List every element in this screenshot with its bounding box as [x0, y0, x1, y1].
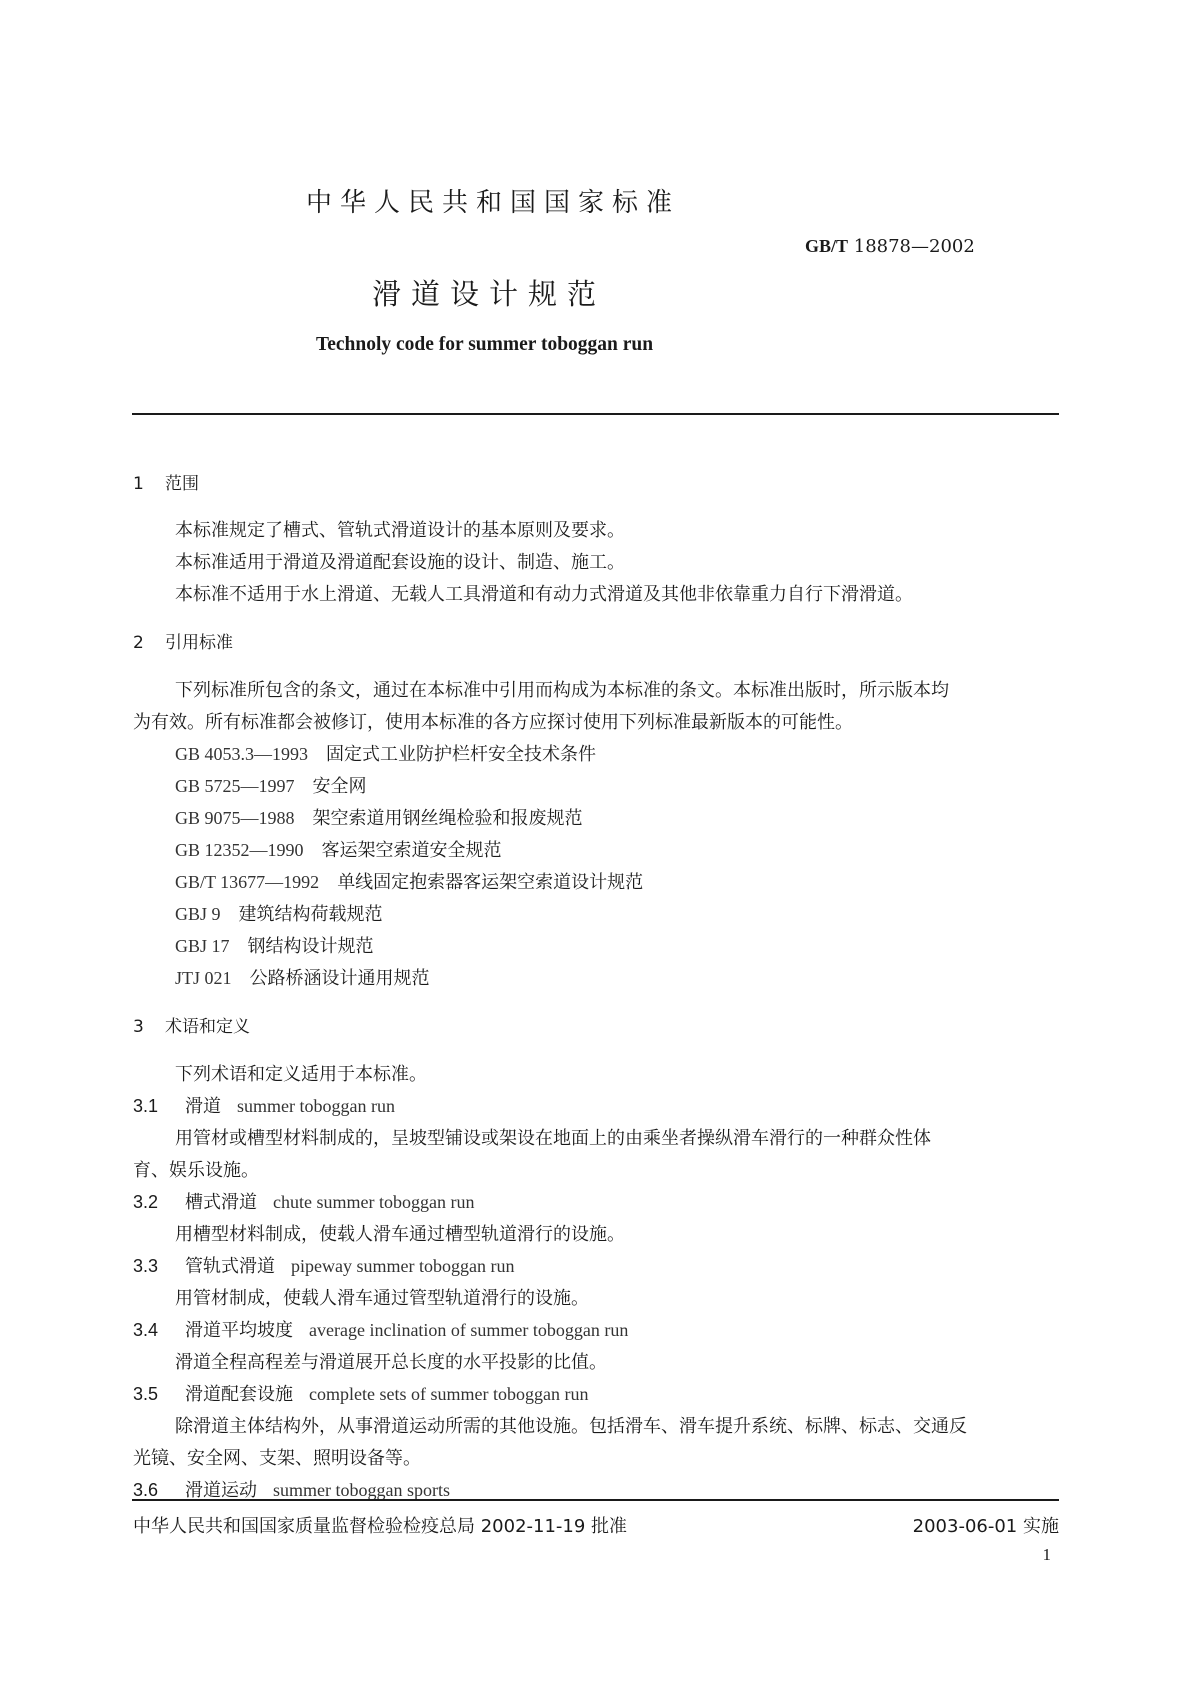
- term-en: average inclination of summer toboggan run: [309, 1320, 629, 1340]
- term-definition: 滑道全程高程差与滑道展开总长度的水平投影的比值。: [175, 1352, 607, 1373]
- paragraph: 本标准适用于滑道及滑道配套设施的设计、制造、施工。: [175, 552, 625, 573]
- page-number: 1: [1042, 1545, 1051, 1564]
- document-title-english: Technoly code for summer toboggan run: [316, 334, 654, 355]
- section-1-heading: [133, 469, 199, 494]
- term-definition: 用槽型材料制成，使载人滑车通过槽型轨道滑行的设施。: [175, 1224, 625, 1245]
- reference-name: 客运架空索道安全规范: [321, 840, 502, 861]
- reference-item: [175, 964, 430, 990]
- approval-line: 中华人民共和国国家质量监督检验检疫总局 2002-11-19 批准: [133, 1516, 628, 1537]
- term-cn: 滑道运动: [185, 1480, 257, 1501]
- term-heading: [133, 1380, 588, 1406]
- term-cn: 槽式滑道: [185, 1192, 257, 1213]
- term-definition: 用管材或槽型材料制成的，呈坡型铺设或架设在地面上的由乘坐者操纵滑车滑行的一种群众性体: [175, 1128, 931, 1149]
- term-cn: 滑道: [185, 1096, 221, 1117]
- term-definition: 用管材制成，使载人滑车通过管型轨道滑行的设施。: [175, 1288, 589, 1309]
- reference-name: 公路桥涵设计通用规范: [249, 968, 430, 989]
- reference-item: [175, 868, 643, 894]
- term-cn: 滑道平均坡度: [185, 1320, 293, 1341]
- term-number: 3.5: [133, 1384, 159, 1404]
- footer-divider: [132, 1499, 1059, 1501]
- document-title: 滑道设计规范: [372, 277, 607, 311]
- term-en: summer toboggan run: [237, 1096, 395, 1116]
- term-heading: [133, 1188, 474, 1214]
- section-number: 1: [133, 474, 144, 494]
- reference-name: 钢结构设计规范: [247, 936, 374, 957]
- reference-code: JTJ 021: [175, 968, 232, 988]
- term-number: 3.1: [133, 1096, 159, 1116]
- section-title: 范围: [165, 474, 199, 494]
- reference-code: GB 12352—1990: [175, 840, 304, 860]
- reference-item: [175, 900, 383, 926]
- reference-item: [175, 932, 374, 958]
- reference-code: GB 5725—1997: [175, 776, 295, 796]
- section-title: 术语和定义: [165, 1017, 250, 1037]
- reference-name: 建筑结构荷载规范: [238, 904, 383, 925]
- term-heading: [133, 1316, 628, 1342]
- code-number: 18878—2002: [853, 236, 975, 257]
- term-en: summer toboggan sports: [273, 1480, 450, 1500]
- term-number: 3.2: [133, 1192, 159, 1212]
- reference-code: GBJ 9: [175, 904, 221, 924]
- standard-code: [805, 236, 975, 257]
- paragraph: 本标准不适用于水上滑道、无载人工具滑道和有动力式滑道及其他非依靠重力自行下滑滑道。: [175, 584, 913, 605]
- reference-name: 单线固定抱索器客运架空索道设计规范: [337, 872, 644, 893]
- header-divider: [132, 413, 1059, 415]
- reference-code: GB 4053.3—1993: [175, 744, 309, 764]
- effective-date: 2003-06-01 实施: [912, 1516, 1059, 1537]
- term-number: 3.3: [133, 1256, 159, 1276]
- paragraph: 本标准规定了槽式、管轨式滑道设计的基本原则及要求。: [175, 520, 625, 541]
- term-cn: 滑道配套设施: [185, 1384, 293, 1405]
- term-definition: 除滑道主体结构外，从事滑道运动所需的其他设施。包括滑车、滑车提升系统、标牌、标志、交通反: [175, 1416, 967, 1437]
- reference-code: GBJ 17: [175, 936, 230, 956]
- term-number: 3.4: [133, 1320, 159, 1340]
- reference-item: [175, 740, 596, 766]
- national-standard-heading: 中华人民共和国国家标准: [306, 188, 681, 218]
- term-definition-continuation: 光镜、安全网、支架、照明设备等。: [133, 1448, 421, 1469]
- paragraph-continuation: 为有效。所有标准都会被修订，使用本标准的各方应探讨使用下列标准最新版本的可能性。: [133, 712, 853, 733]
- term-en: chute summer toboggan run: [273, 1192, 475, 1212]
- section-3-heading: [133, 1012, 250, 1037]
- reference-item: [175, 836, 502, 862]
- section-2-heading: [133, 628, 233, 653]
- term-en: complete sets of summer toboggan run: [309, 1384, 589, 1404]
- reference-code: GB/T 13677—1992: [175, 872, 320, 892]
- reference-item: [175, 804, 583, 830]
- reference-name: 固定式工业防护栏杆安全技术条件: [326, 744, 597, 765]
- term-heading: [133, 1092, 395, 1118]
- reference-name: 安全网: [312, 776, 367, 797]
- paragraph: 下列标准所包含的条文，通过在本标准中引用而构成为本标准的条文。本标准出版时，所示版本均: [175, 680, 949, 701]
- code-prefix: GB/T: [805, 236, 849, 256]
- term-en: pipeway summer toboggan run: [291, 1256, 515, 1276]
- reference-code: GB 9075—1988: [175, 808, 295, 828]
- reference-item: [175, 772, 367, 798]
- term-heading: [133, 1252, 514, 1278]
- section-number: 3: [133, 1017, 144, 1037]
- section-number: 2: [133, 633, 144, 653]
- paragraph: 下列术语和定义适用于本标准。: [175, 1064, 427, 1085]
- section-title: 引用标准: [165, 633, 233, 653]
- term-definition-continuation: 育、娱乐设施。: [133, 1160, 259, 1181]
- term-cn: 管轨式滑道: [185, 1256, 275, 1277]
- term-number: 3.6: [133, 1480, 159, 1500]
- reference-name: 架空索道用钢丝绳检验和报废规范: [312, 808, 583, 829]
